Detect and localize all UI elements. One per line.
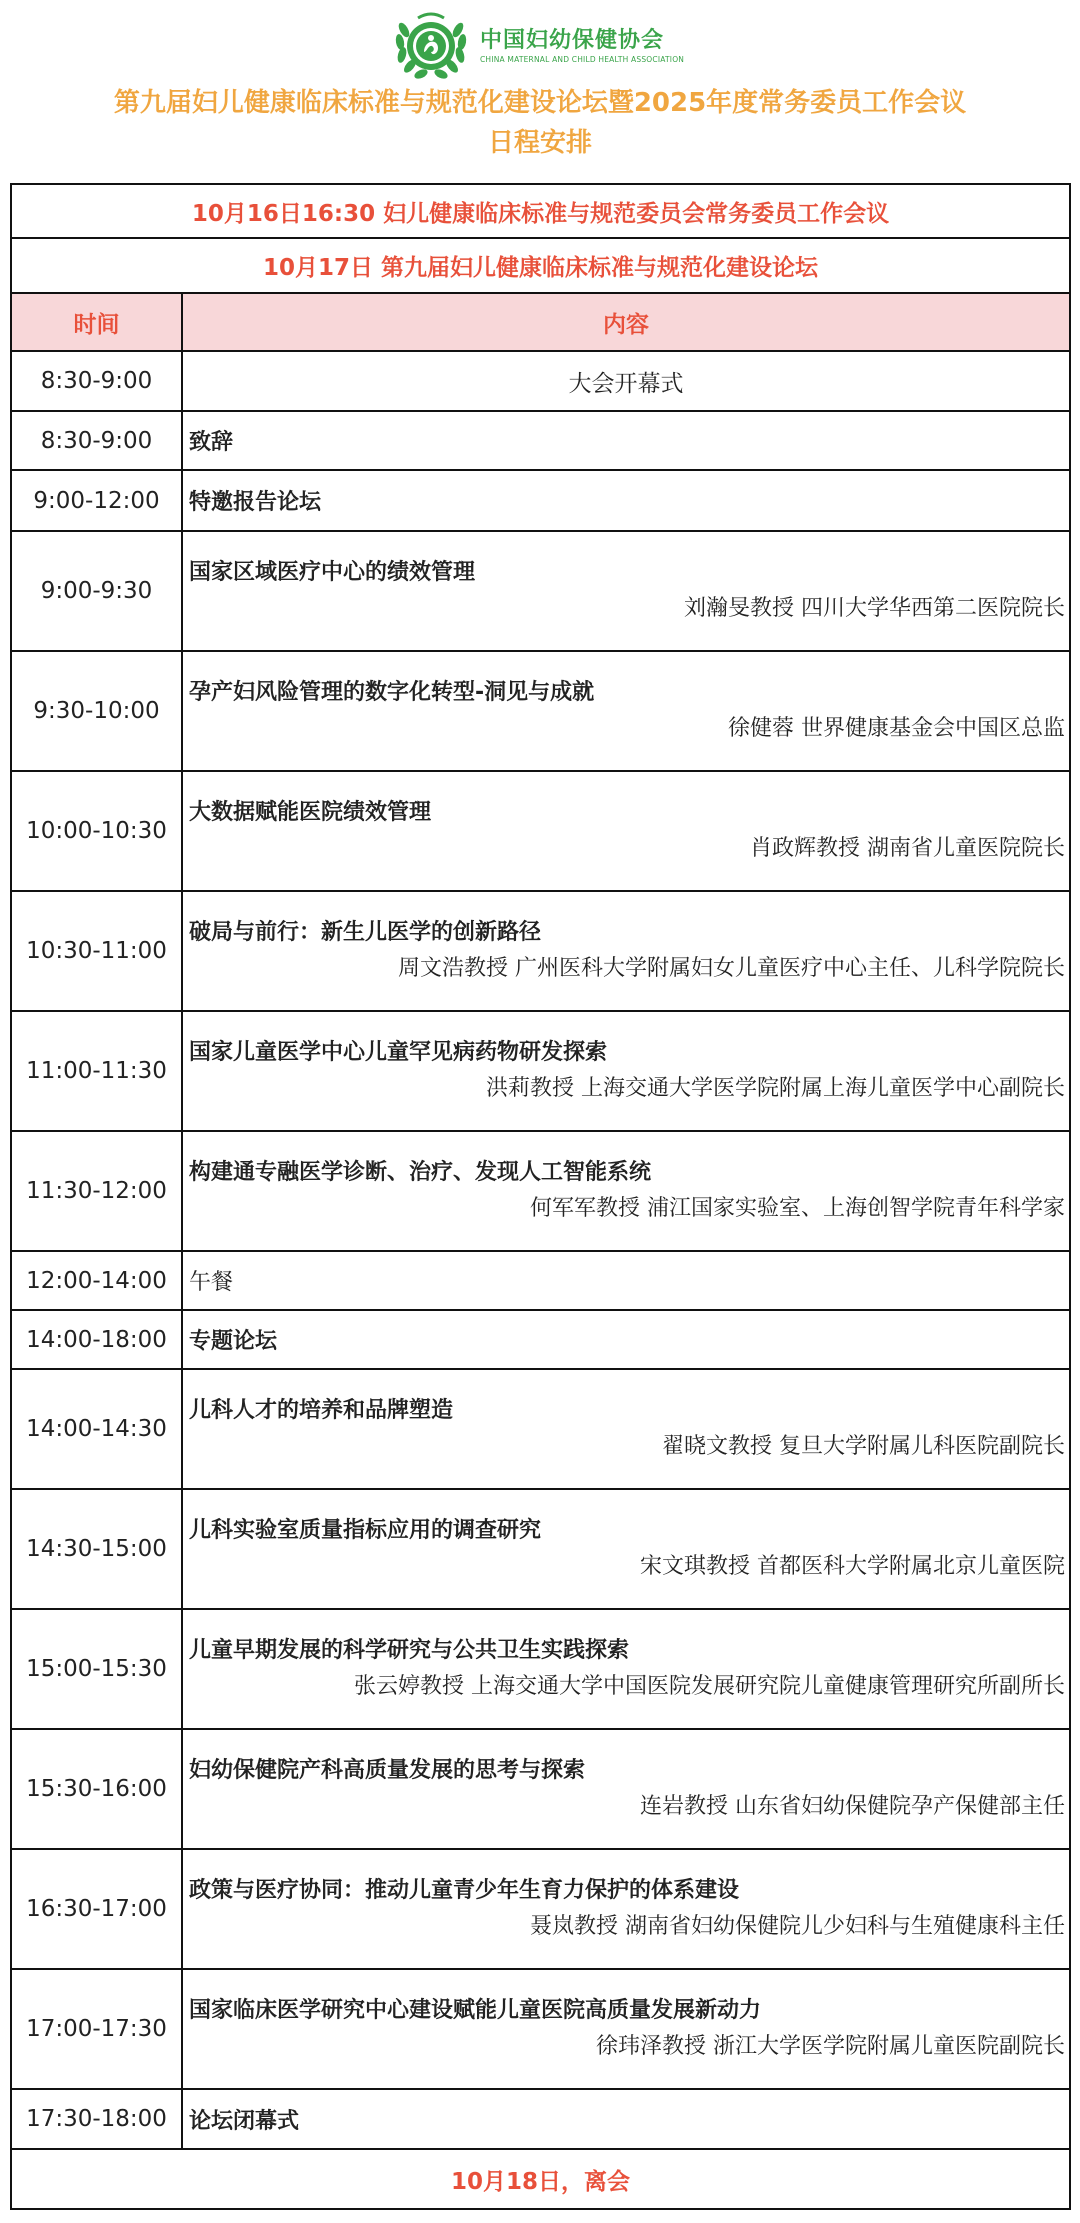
page-header [0,0,1080,180]
time-cell: 8:30-9:00 [11,411,182,470]
talk-title: 儿科人才的培养和品牌塑造 [189,1398,454,1423]
talk-speaker: 肖政辉教授 湖南省儿童医院院长 [750,836,1066,861]
talk-speaker: 徐健蓉 世界健康基金会中国区总监 [728,716,1066,741]
talk-title: 孕产妇风险管理的数字化转型-洞见与成就 [189,680,595,705]
schedule-row [11,2089,1070,2149]
talk-cell [182,1729,1070,1849]
talk-speaker: 洪莉教授 上海交通大学医学院附属上海儿童医学中心副院长 [486,1076,1066,1101]
page-title: 第九届妇儿健康临床标准与规范化建设论坛暨2025年度常务委员工作会议 [113,88,967,118]
talk-title: 儿童早期发展的科学研究与公共卫生实践探索 [189,1638,630,1663]
oct18-banner: 10月18日，离会 [11,2149,1070,2209]
schedule-row [11,1489,1070,1609]
association-name-cn: 中国妇幼保健协会 [480,28,665,53]
schedule-row [11,1849,1070,1969]
talk-speaker: 张云婷教授 上海交通大学中国医院发展研究院儿童健康管理研究所副所长 [354,1674,1066,1699]
talk-title: 国家区域医疗中心的绩效管理 [189,560,476,585]
talk-cell [182,1969,1070,2089]
schedule-row [11,1369,1070,1489]
schedule-row [11,1251,1070,1310]
banner-row [11,2149,1070,2209]
page-subtitle: 日程安排 [487,128,592,158]
session-title-centered: 大会开幕式 [182,351,1070,411]
time-column-header: 时间 [11,293,182,351]
talk-cell [182,1369,1070,1489]
talk-title: 儿科实验室质量指标应用的调查研究 [189,1518,542,1543]
banner-row [11,238,1070,293]
time-cell: 17:30-18:00 [11,2089,182,2149]
talk-cell [182,891,1070,1011]
schedule-table [10,183,1071,2210]
schedule-row [11,891,1070,1011]
oct17-banner: 10月17日 第九届妇儿健康临床标准与规范化建设论坛 [11,238,1070,293]
session-title: 论坛闭幕式 [182,2089,1070,2149]
association-logo [390,8,684,84]
schedule-row [11,531,1070,651]
time-cell: 14:00-14:30 [11,1369,182,1489]
talk-speaker: 连岩教授 山东省妇幼保健院孕产保健部主任 [640,1794,1066,1819]
schedule-row [11,1131,1070,1251]
talk-cell [182,651,1070,771]
talk-cell [182,1489,1070,1609]
column-header-row [11,293,1070,351]
schedule-row [11,411,1070,470]
talk-title: 大数据赋能医院绩效管理 [189,800,432,825]
schedule-row [11,1310,1070,1369]
schedule-row [11,771,1070,891]
session-title: 午餐 [182,1251,1070,1310]
banner-row [11,184,1070,238]
time-cell: 14:00-18:00 [11,1310,182,1369]
schedule-row [11,1729,1070,1849]
time-cell: 10:00-10:30 [11,771,182,891]
talk-speaker: 翟晓文教授 复旦大学附属儿科医院副院长 [662,1434,1066,1459]
association-name-en: CHINA MATERNAL AND CHILD HEALTH ASSOCIATION [480,55,685,64]
talk-cell [182,1609,1070,1729]
talk-cell [182,771,1070,891]
talk-speaker: 徐玮泽教授 浙江大学医学院附属儿童医院副院长 [596,2034,1066,2059]
session-title: 特邀报告论坛 [182,470,1070,531]
talk-title: 政策与医疗协同：推动儿童青少年生育力保护的体系建设 [189,1878,740,1903]
schedule-row [11,470,1070,531]
talk-title: 国家儿童医学中心儿童罕见病药物研发探索 [189,1040,608,1065]
association-emblem-icon [390,8,472,84]
talk-cell [182,531,1070,651]
time-cell: 17:00-17:30 [11,1969,182,2089]
time-cell: 11:30-12:00 [11,1131,182,1251]
time-cell: 15:30-16:00 [11,1729,182,1849]
schedule-row [11,351,1070,411]
talk-speaker: 聂岚教授 湖南省妇幼保健院儿少妇科与生殖健康科主任 [530,1914,1066,1939]
talk-cell [182,1131,1070,1251]
talk-speaker: 宋文琪教授 首都医科大学附属北京儿童医院 [640,1554,1066,1579]
time-cell: 9:00-12:00 [11,470,182,531]
talk-speaker: 何军军教授 浦江国家实验室、上海创智学院青年科学家 [530,1196,1066,1221]
time-cell: 9:00-9:30 [11,531,182,651]
schedule-row [11,1011,1070,1131]
time-cell: 16:30-17:00 [11,1849,182,1969]
time-cell: 8:30-9:00 [11,351,182,411]
time-cell: 11:00-11:30 [11,1011,182,1131]
talk-cell [182,1849,1070,1969]
talk-title: 国家临床医学研究中心建设赋能儿童医院高质量发展新动力 [189,1998,762,2023]
session-title: 专题论坛 [182,1310,1070,1369]
oct16-banner: 10月16日16:30 妇儿健康临床标准与规范委员会常务委员工作会议 [11,184,1070,238]
talk-speaker: 周文浩教授 广州医科大学附属妇女儿童医疗中心主任、儿科学院院长 [398,956,1066,981]
schedule-row [11,1609,1070,1729]
talk-cell [182,1011,1070,1131]
schedule-row [11,1969,1070,2089]
talk-title: 破局与前行：新生儿医学的创新路径 [189,920,542,945]
time-cell: 9:30-10:00 [11,651,182,771]
time-cell: 10:30-11:00 [11,891,182,1011]
talk-title: 构建通专融医学诊断、治疗、发现人工智能系统 [189,1160,652,1185]
session-title: 致辞 [182,411,1070,470]
time-cell: 15:00-15:30 [11,1609,182,1729]
talk-speaker: 刘瀚旻教授 四川大学华西第二医院院长 [684,596,1066,621]
content-column-header: 内容 [182,293,1070,351]
talk-title: 妇幼保健院产科高质量发展的思考与探索 [189,1758,586,1783]
time-cell: 14:30-15:00 [11,1489,182,1609]
schedule-row [11,651,1070,771]
time-cell: 12:00-14:00 [11,1251,182,1310]
